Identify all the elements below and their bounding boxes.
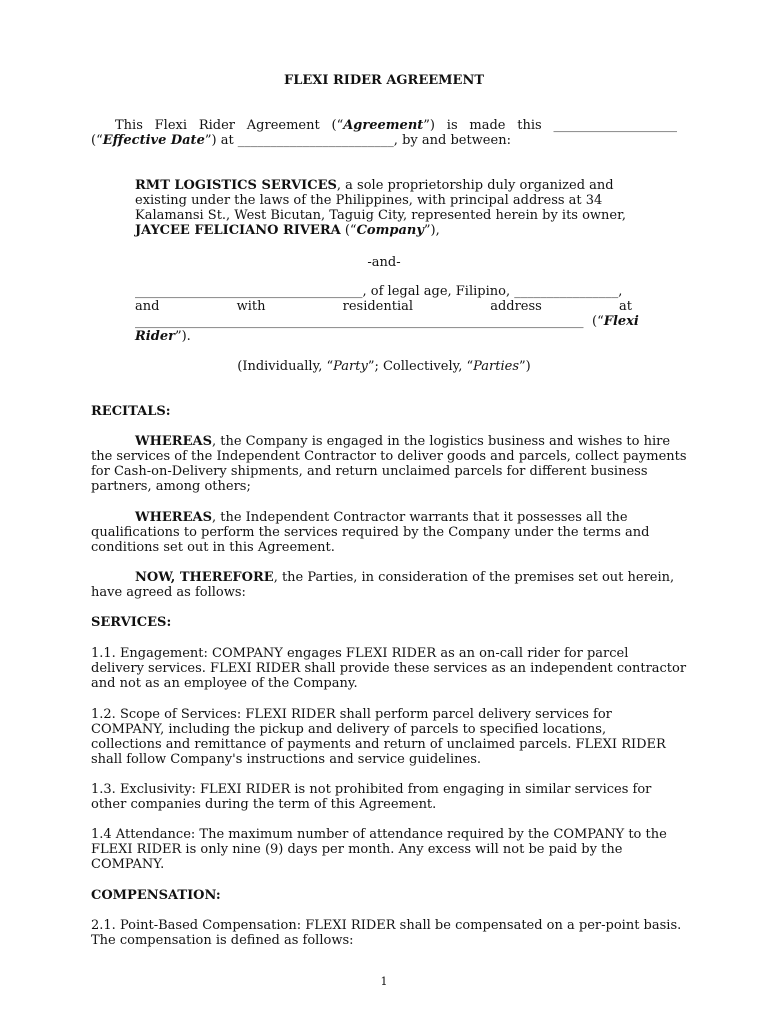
document-title: FLEXI RIDER AGREEMENT: [283, 73, 485, 88]
whereas-2-line-3: conditions set out in this Agreement.: [91, 540, 335, 555]
section-1-2-line-1: 1.2. Scope of Services: FLEXI RIDER shall perform parcel delivery services for: [91, 707, 612, 722]
and-separator: -and-: [367, 255, 401, 270]
whereas-1-line-4: partners, among others;: [91, 479, 251, 494]
company-line-2: existing under the laws of the Philippines, with principal address at 34: [135, 193, 603, 208]
recitals-heading: RECITALS:: [91, 404, 171, 419]
section-1-3-line-2: other companies during the term of this Agreement.: [91, 797, 437, 812]
section-1-1-line-1: 1.1. Engagement: COMPANY engages FLEXI RIDER as an on-call rider for parcel: [91, 646, 629, 661]
section-1-3-line-1: 1.3. Exclusivity: FLEXI RIDER is not prohibited from engaging in similar services for: [91, 782, 652, 797]
whereas-1-line-2: the services of the Independent Contractor to deliver goods and parcels, collect payments: [91, 449, 687, 464]
parties-definition: (Individually, “Party”; Collectively, “Parties”): [237, 359, 531, 374]
section-1-1-line-3: and not as an employee of the Company.: [91, 676, 358, 691]
section-1-2-line-2: COMPANY, including the pickup and delivery of parcels to specified locations,: [91, 722, 607, 737]
company-line-1: RMT LOGISTICS SERVICES, a sole proprietorship duly organized and: [135, 178, 614, 193]
rider-line-3-blank: _____________________________________________________________________: [135, 314, 584, 329]
now-therefore-line-2: have agreed as follows:: [91, 585, 246, 600]
section-2-1-line-1: 2.1. Point-Based Compensation: FLEXI RIDER shall be compensated on a per-point basis.: [91, 918, 682, 933]
company-line-3: Kalamansi St., West Bicutan, Taguig City, represented herein by its owner,: [135, 208, 627, 223]
compensation-heading: COMPENSATION:: [91, 888, 221, 903]
rider-line-4: Rider”).: [135, 329, 191, 344]
section-1-4-line-1: 1.4 Attendance: The maximum number of attendance required by the COMPANY to the: [91, 827, 667, 842]
whereas-1-line-3: for Cash-on-Delivery shipments, and return unclaimed parcels for different business: [91, 464, 648, 479]
section-1-2-line-4: shall follow Company's instructions and service guidelines.: [91, 752, 482, 767]
rider-line-2: and with residential address at: [135, 299, 632, 314]
intro-line-2: (“Effective Date”) at ________________________, by and between:: [91, 133, 511, 148]
section-1-1-line-2: delivery services. FLEXI RIDER shall provide these services as an independent contractor: [91, 661, 687, 676]
page-number: 1: [380, 975, 388, 988]
now-therefore-line-1: NOW, THEREFORE, the Parties, in consideration of the premises set out herein,: [135, 570, 675, 585]
section-1-4-line-3: COMPANY.: [91, 857, 165, 872]
section-1-2-line-3: collections and remittance of payments and return of unclaimed parcels. FLEXI RIDER: [91, 737, 666, 752]
whereas-2-line-1: WHEREAS, the Independent Contractor warrants that it possesses all the: [135, 510, 628, 525]
rider-line-3-term: (“Flexi: [592, 314, 639, 329]
whereas-2-line-2: qualifications to perform the services required by the Company under the terms and: [91, 525, 650, 540]
whereas-1-line-1: WHEREAS, the Company is engaged in the logistics business and wishes to hire: [135, 434, 671, 449]
intro-line-1: This Flexi Rider Agreement (“Agreement”) is made this ___________________: [115, 118, 677, 133]
section-1-4-line-2: FLEXI RIDER is only nine (9) days per month. Any excess will not be paid by the: [91, 842, 623, 857]
rider-line-1: ___________________________________, of legal age, Filipino, ________________,: [135, 284, 623, 299]
section-2-1-line-2: The compensation is defined as follows:: [91, 933, 354, 948]
company-line-4: JAYCEE FELICIANO RIVERA (“Company”),: [135, 223, 440, 238]
services-heading: SERVICES:: [91, 615, 172, 630]
